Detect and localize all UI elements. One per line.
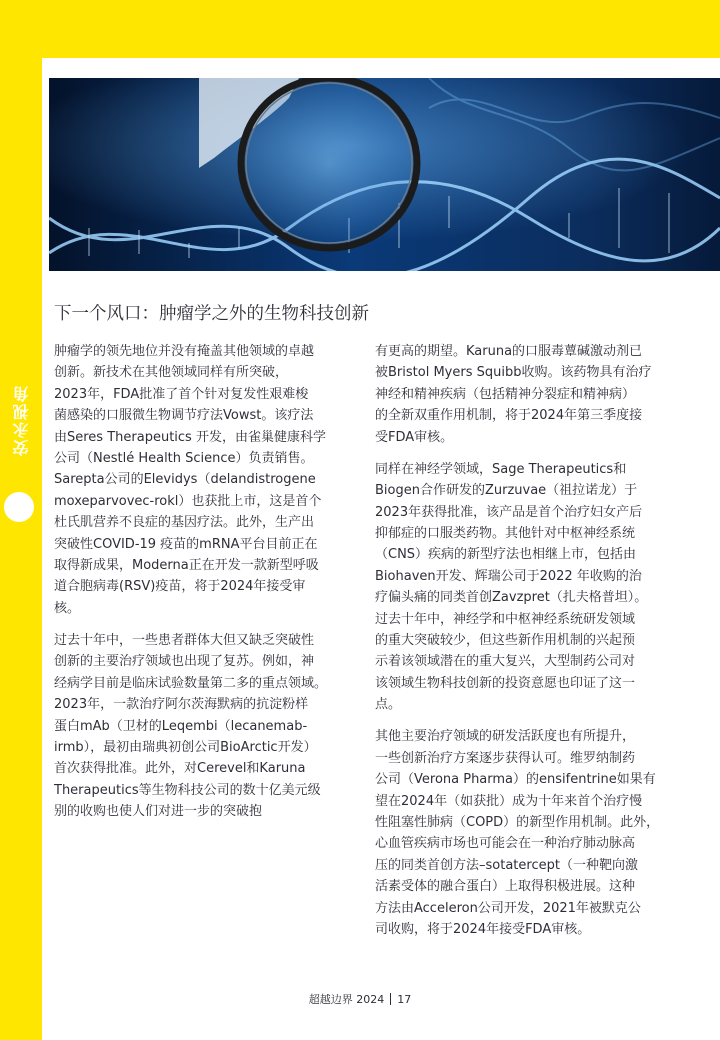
text-line: 肿瘤学的领先地位并没有掩盖其他领域的卓越 [54, 344, 315, 359]
paragraph [375, 341, 677, 448]
text-line: 其他主要治疗领域的研发活跃度也有所提升， [375, 729, 636, 745]
section-label: 安永视角 [11, 384, 31, 456]
paragraph-gap [375, 448, 677, 459]
text-line: 有更高的期望。Karuna的口服毒蕈碱激动剂已 [375, 344, 643, 359]
text-line: 心血管疾病市场也可能会在一种治疗肺动脉高 [375, 836, 636, 852]
text-line: 杜氏肌营养不良症的基因疗法。此外，生产出 [54, 515, 315, 531]
text-line: Biogen合作研发的Zurzuvae（祖拉诺龙）于 [375, 483, 638, 499]
text-line: 道合胞病毒(RSV)疫苗，将于2024年接受审 [54, 579, 306, 595]
text-line: Therapeutics等生物科技公司的数十亿美元级 [54, 782, 321, 798]
text-line: 取得新成果，Moderna正在开发一款新型呼吸 [54, 558, 319, 574]
text-line: 公司（Verona Pharma）的ensifentrine如果有 [375, 772, 656, 788]
text-line: 菌感染的口服微生物调节疗法Vowst。该疗法 [54, 408, 314, 424]
text-line: 望在2024年（如获批）成为十年来首个治疗慢 [375, 793, 643, 809]
text-line: 神经和精神疾病（包括精神分裂症和精神病） [375, 386, 636, 402]
text-line: 受FDA审核。 [375, 429, 454, 445]
text-line: 别的收购也使人们对进一步的突破抱 [54, 804, 263, 820]
article-title: 下一个风口：肿瘤学之外的生物科技创新 [54, 304, 369, 324]
text-line: irmb），最初由瑞典初创公司BioArctic开发） [54, 740, 317, 755]
hero-image [49, 78, 720, 271]
text-line: 活素受体的融合蛋白）上取得积极进展。这种 [375, 879, 636, 895]
text-line: 示着该领域潜在的重大复兴，大型制药公司对 [375, 654, 636, 670]
text-line: 过去十年中，神经学和中枢神经系统研发领域 [375, 611, 636, 627]
paragraph-gap [54, 619, 354, 630]
text-line: 首次获得批准。此外，对Cerevel和Karuna [54, 761, 306, 777]
right-column [375, 341, 677, 940]
text-line: Biohaven开发、辉瑞公司于2022 年收购的治 [375, 568, 642, 584]
text-line: 的重大突破较少，但这些新作用机制的兴起预 [375, 632, 636, 648]
text-line: 司收购，将于2024年接受FDA审核。 [375, 921, 591, 937]
paragraph [54, 630, 354, 823]
text-line: 创新的主要治疗领域也出现了复苏。例如，神 [54, 654, 315, 670]
text-line: 该领域生物科技创新的投资意愿也印证了这一 [375, 675, 636, 691]
paragraph-gap [375, 716, 677, 727]
text-line: 2023年，FDA批准了首个针对复发性艰难梭 [54, 386, 309, 402]
text-line: 蛋白mAb（卫材的Leqembi（lecanemab- [54, 718, 308, 734]
text-line: 2023年，一款治疗阿尔茨海默病的抗淀粉样 [54, 697, 309, 713]
text-line: 性阻塞性肺病（COPD）的新型作用机制。此外， [375, 814, 660, 830]
text-line: 一些创新治疗方案逐步获得认可。维罗纳制药 [375, 750, 636, 766]
text-line: 疗偏头痛的同类首创Zavzpret（扎夫格普坦）。 [375, 590, 648, 606]
text-line: 点。 [375, 697, 402, 713]
text-line: 由Seres Therapeutics 开发，由雀巢健康科学 [54, 429, 326, 445]
text-line: moxeparvovec-rokl）也获批上市，这是首个 [54, 493, 322, 509]
text-line: 2023年获得批准，该产品是首个治疗妇女产后 [375, 504, 643, 520]
text-line: 方法由Acceleron公司开发，2021年被默克公 [375, 900, 641, 916]
text-line: 抑郁症的口服类药物。其他针对中枢神经系统 [375, 525, 636, 541]
text-line: 的全新双重作用机制，将于2024年第三季度接 [375, 408, 643, 424]
text-line: Sarepta公司的Elevidys（delandistrogene [54, 472, 316, 488]
text-line: 被Bristol Myers Squibb收购。该药物具有治疗 [375, 365, 652, 381]
text-line: 突破性COVID-19 疫苗的mRNA平台目前正在 [54, 536, 318, 552]
text-line: 压的同类首创方法–sotatercept（一种靶向激 [375, 857, 638, 873]
text-line: （CNS）疾病的新型疗法也相继上市，包括由 [375, 547, 637, 563]
text-line: 过去十年中，一些患者群体大但又缺乏突破性 [54, 632, 315, 648]
text-line: 创新。新技术在其他领域同样有所突破， [54, 365, 289, 381]
left-column [54, 341, 354, 823]
section-tab [0, 370, 42, 470]
text-line: 核。 [54, 600, 81, 616]
page-number: 17 [397, 993, 412, 1006]
text-line: 经病学目前是临床试验数量第二多的重点领域。 [54, 675, 328, 691]
publication-name: 超越边界 2024 [308, 993, 385, 1006]
section-dot-marker [4, 492, 34, 522]
text-line: 公司（Nestlé Health Science）负责销售。 [54, 451, 314, 467]
footer-divider [390, 993, 391, 1005]
paragraph [54, 341, 354, 619]
paragraph [375, 726, 677, 940]
paragraph [375, 459, 677, 716]
text-line: 同样在神经学领域，Sage Therapeutics和 [375, 461, 627, 477]
page-footer [0, 991, 720, 1007]
